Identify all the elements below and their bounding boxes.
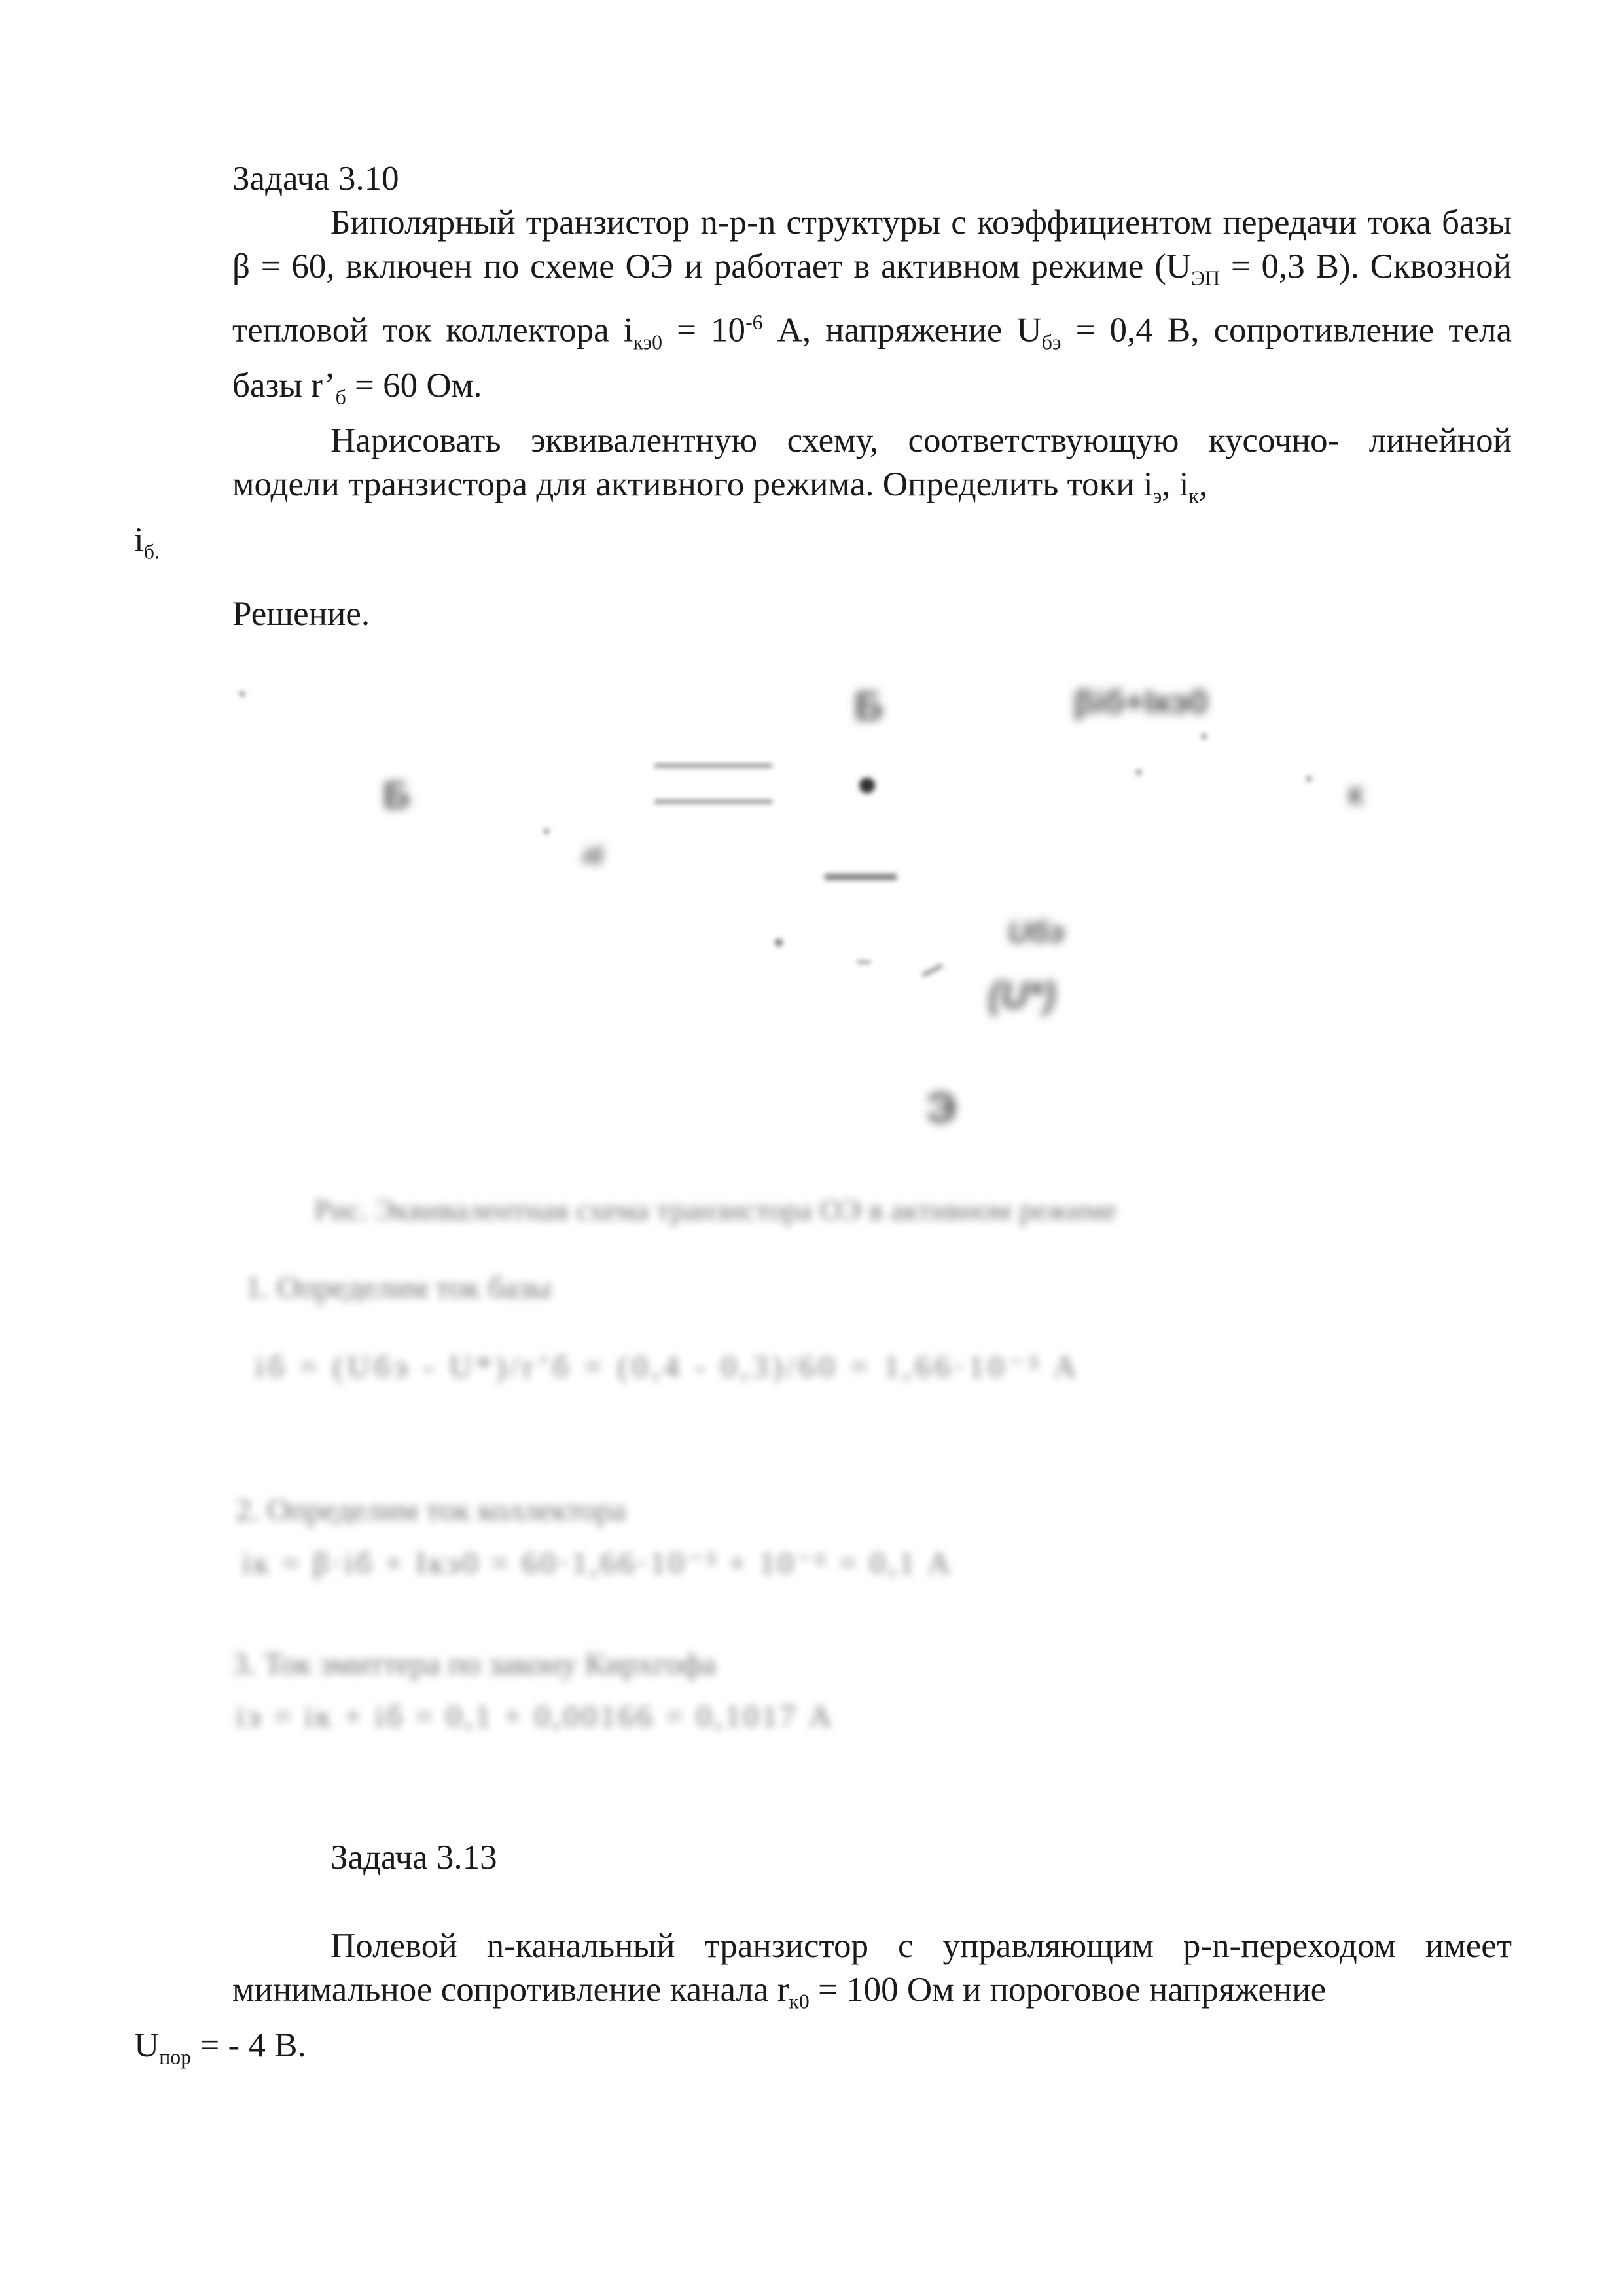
text-line: минимальное сопротивление канала r — [232, 1971, 789, 2009]
task-title: Задача 3.10 — [232, 160, 399, 198]
text-line: = — [1220, 247, 1251, 285]
solution-step-2: 2. Определим ток коллектора — [236, 1493, 626, 1528]
text-line: , — [1198, 465, 1208, 504]
subscript: пор — [159, 2045, 192, 2069]
terminal — [1136, 770, 1141, 775]
task-statement — [134, 201, 1512, 574]
circuit-svg — [0, 668, 1623, 1165]
task-paragraph-1 — [232, 201, 1512, 419]
subscript: к0 — [789, 1990, 810, 2013]
node-dot — [859, 778, 875, 793]
task2-paragraph — [134, 1924, 1512, 2079]
subscript: ЭП — [1191, 266, 1221, 290]
task-paragraph-2 — [134, 419, 1512, 573]
text-line: = 60 Ом. — [346, 366, 482, 404]
equivalent-circuit-diagram — [0, 668, 1623, 1165]
label-emitter: Э — [926, 1083, 957, 1132]
task-statement-2 — [134, 1924, 1512, 2079]
terminal — [544, 829, 549, 834]
text-line: 0,3 В). Сквозной тепловой ток коллектора i — [232, 247, 1512, 350]
solution-formula-1: iб = (Uбэ - U*)/r’б = (0,4 - 0,3)/60 = 1,66·10⁻³ А — [255, 1350, 1080, 1384]
task-title-2: Задача 3.13 — [330, 1839, 497, 1876]
terminal — [1202, 734, 1207, 739]
text-line: линейной модели транзистора для активного режима. Определить токи i — [232, 422, 1512, 504]
label-node-k: К — [1348, 782, 1364, 811]
subscript: б. — [143, 540, 160, 564]
text-line: = - 4 В. — [191, 2026, 306, 2064]
text-line: = 100 Ом и пороговое напряжение — [809, 1971, 1327, 2009]
label-u-be: Uбэ — [1008, 915, 1065, 949]
solution-step-3: 3. Ток эмиттера по закону Кирхгофа — [232, 1647, 716, 1681]
text-line: В, сопротивление тела базы r’ — [232, 311, 1512, 404]
terminal — [240, 691, 245, 696]
solution-formula-2: iк = β·iб + Iкэ0 = 60·1,66·10⁻³ + 10⁻⁶ = 0,1 А — [242, 1546, 953, 1581]
text-line: = 10 — [662, 311, 746, 350]
subscript: э — [1152, 485, 1162, 509]
wire-segment — [923, 965, 942, 975]
text-line: = 0,4 — [1061, 311, 1153, 350]
terminal — [775, 939, 783, 946]
text-line: А, напряжение U — [762, 311, 1042, 350]
label-i-b: iб — [582, 842, 604, 869]
solution-label: Решение. — [232, 595, 370, 633]
label-u-star: (U*) — [988, 974, 1056, 1016]
text-line: i — [134, 521, 144, 560]
terminal — [1306, 776, 1311, 781]
text-line: Полевой n-канальный транзистор с управляющим p-n-переходом имеет — [330, 1927, 1512, 1965]
solution-formula-3: iэ = iк + iб = 0,1 + 0,00166 = 0,1017 А — [236, 1699, 834, 1734]
text-line: , i — [1162, 465, 1189, 504]
label-top-expression: βiб+Iкэ0 — [1073, 683, 1209, 721]
text-line: Нарисовать эквивалентную схему, соответствующую кусочно- — [330, 422, 1340, 460]
superscript: -6 — [745, 310, 763, 334]
solution-step-1: 1. Определим ток базы — [245, 1270, 552, 1305]
text-line: U — [134, 2026, 160, 2064]
figure-caption: Рис. Эквивалентная схема транзистора ОЭ в активном режиме — [314, 1193, 1117, 1227]
subscript: кэ0 — [633, 330, 663, 353]
text-line: тока базы β = 60, включен по схеме ОЭ и работает в активном режиме (U — [232, 204, 1512, 285]
subscript: бэ — [1041, 330, 1061, 353]
subscript: к — [1188, 485, 1199, 509]
label-base-top: Б — [854, 684, 883, 729]
text-line: Биполярный транзистор n-p-n структуры с коэффициентом передачи — [330, 204, 1357, 242]
label-base-left: Б — [383, 774, 410, 817]
subscript: б — [335, 386, 346, 409]
